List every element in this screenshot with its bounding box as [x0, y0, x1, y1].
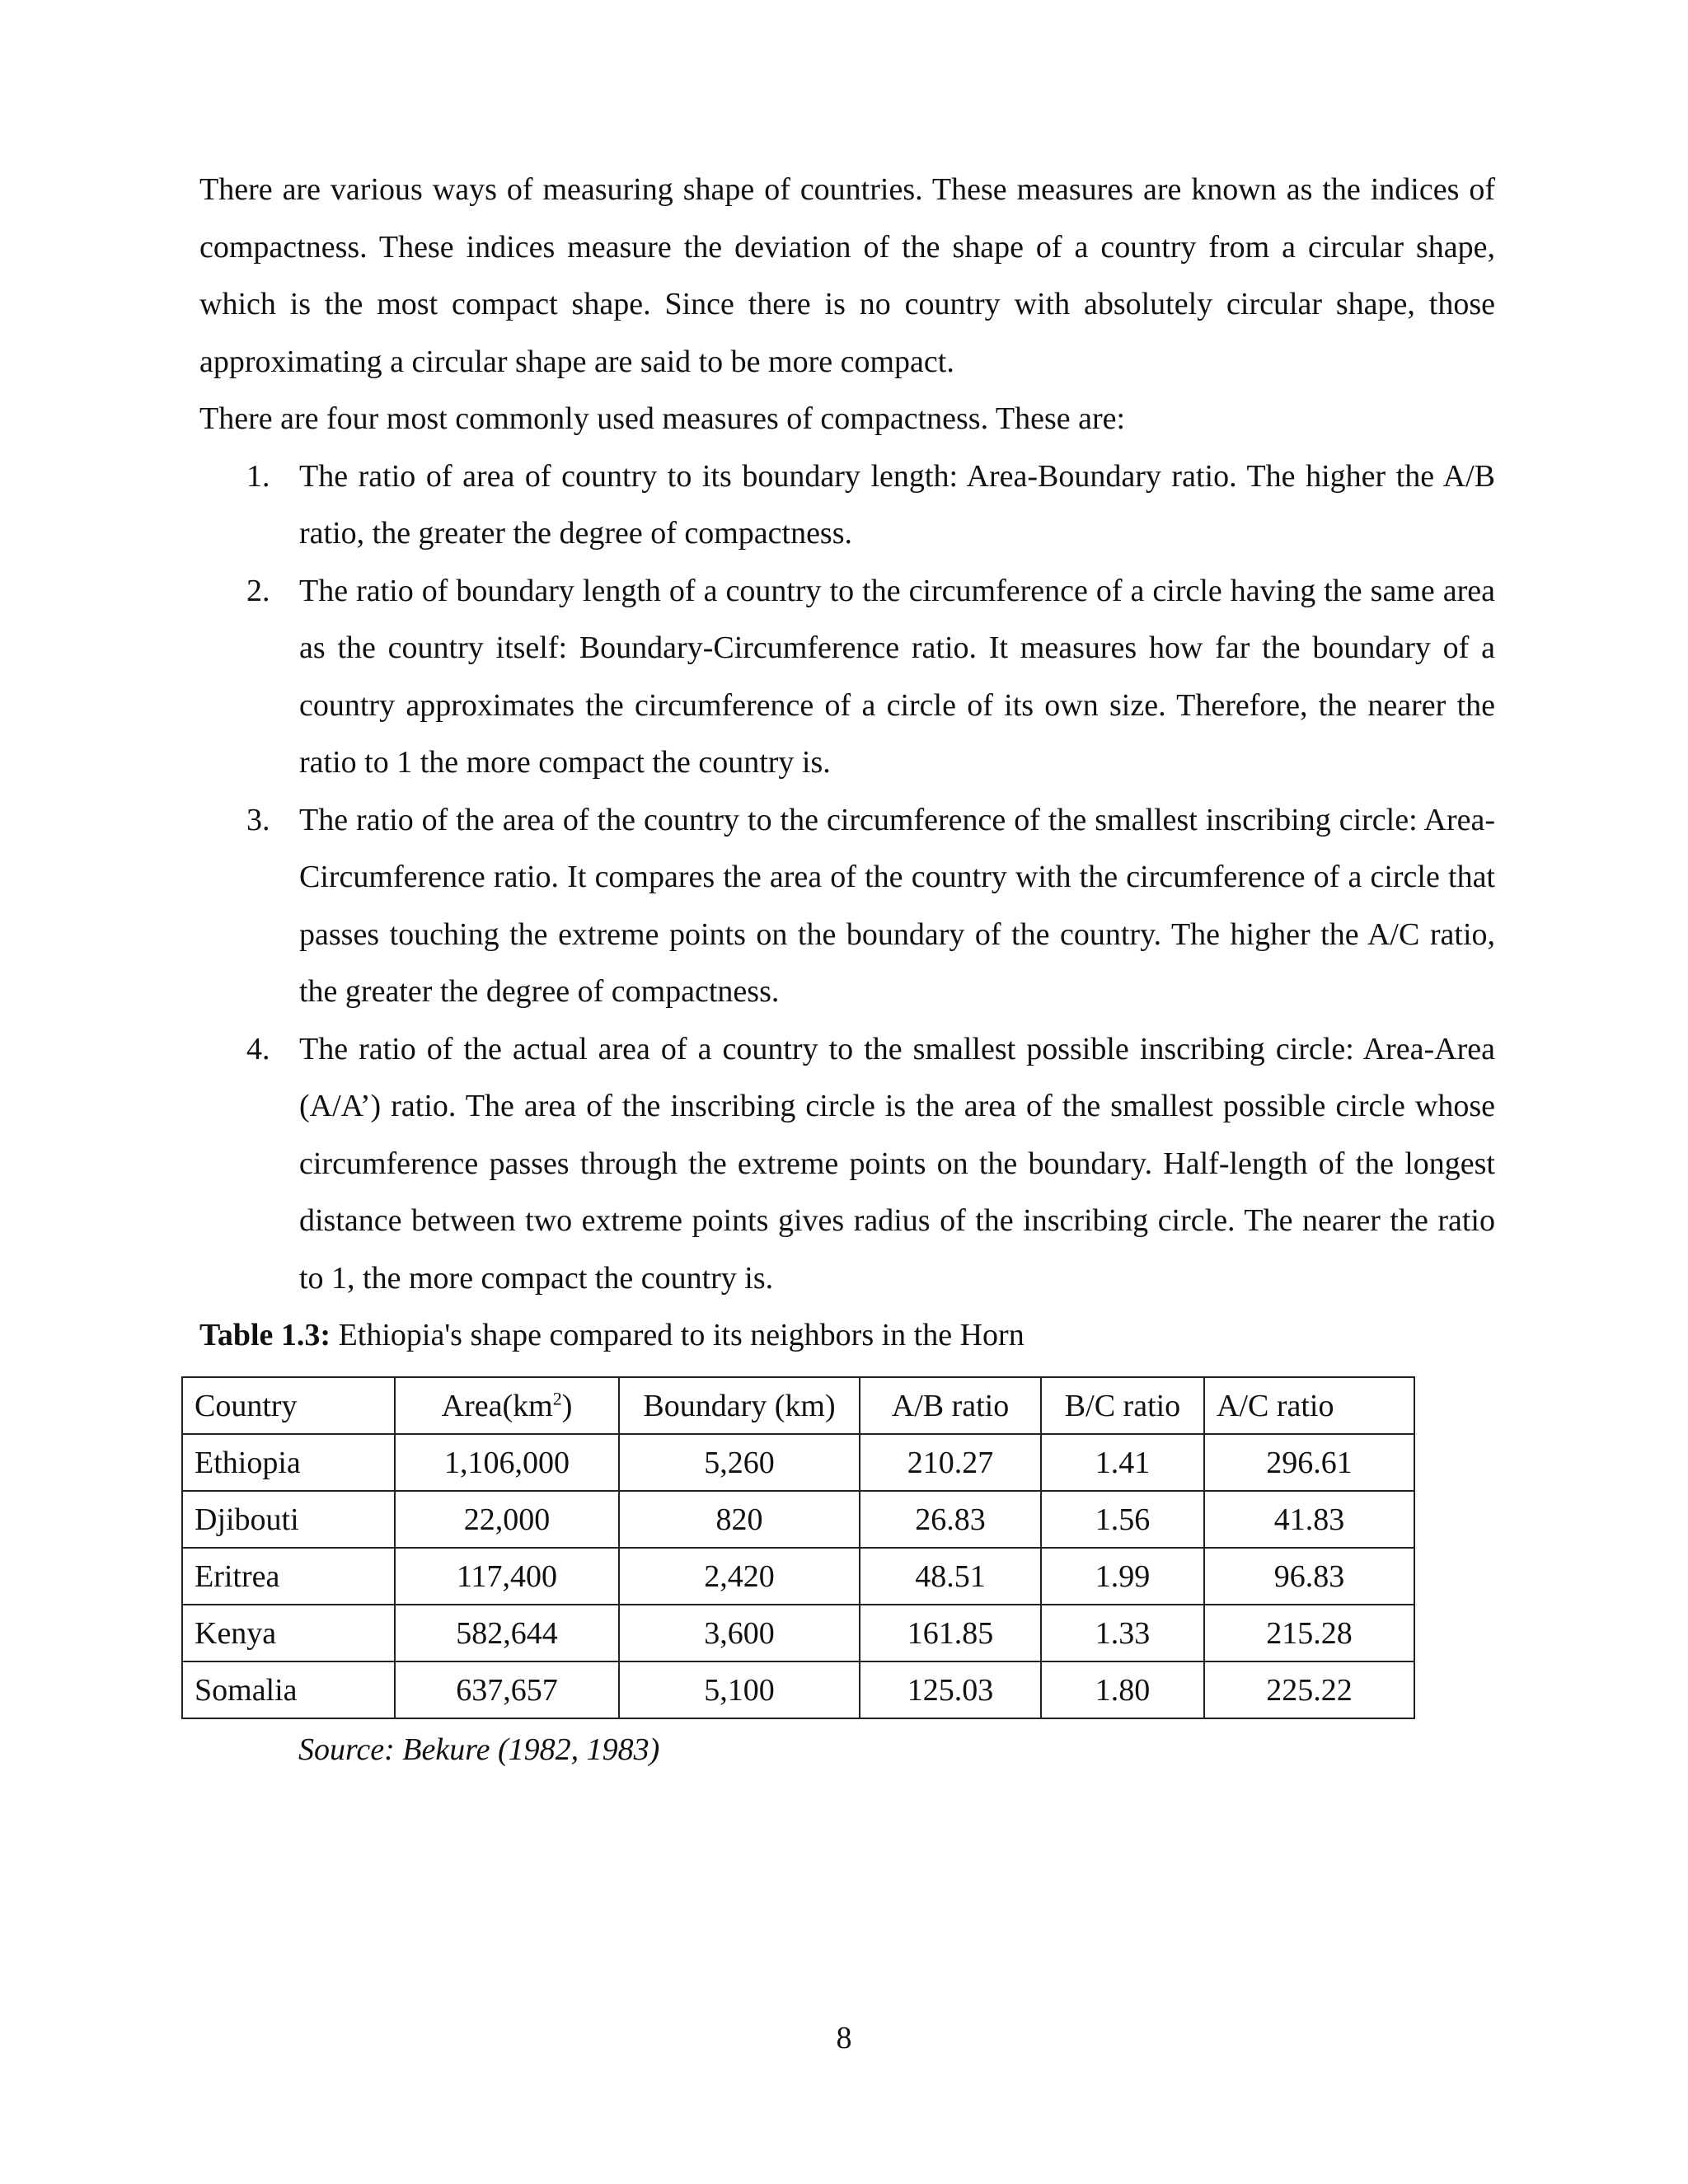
cell-country: Eritrea — [182, 1548, 395, 1605]
list-item — [199, 1021, 1495, 1308]
document-body — [199, 162, 1495, 1365]
cell-country: Somalia — [182, 1661, 395, 1718]
table-caption — [199, 1307, 1495, 1365]
list-item-text: The ratio of the area of the country to the circumference of the smallest inscribing circle: Area-Circumference ratio. It compares the area of the country with the circumference of a circle that passes touching the extreme points on the boundary of the country. The higher the A/C ratio, the greater the degree of compactness. — [299, 802, 1495, 1009]
list-number: 1. — [246, 458, 270, 494]
list-item — [199, 448, 1495, 563]
cell-area: 22,000 — [395, 1491, 619, 1548]
page-number: 8 — [836, 2021, 852, 2055]
cell-area: 582,644 — [395, 1605, 619, 1661]
cell-area: 117,400 — [395, 1548, 619, 1605]
table-header-row — [182, 1377, 1414, 1434]
cell-boundary: 5,260 — [619, 1434, 860, 1491]
table-caption-label: Table 1.3: — [199, 1318, 331, 1352]
cell-boundary: 820 — [619, 1491, 860, 1548]
table-caption-text: Ethiopia's shape compared to its neighbors in the Horn — [331, 1318, 1025, 1352]
cell-ab-ratio: 125.03 — [860, 1661, 1041, 1718]
cell-bc-ratio: 1.80 — [1041, 1661, 1204, 1718]
cell-ab-ratio: 210.27 — [860, 1434, 1041, 1491]
cell-country: Ethiopia — [182, 1434, 395, 1491]
cell-ac-ratio: 225.22 — [1204, 1661, 1414, 1718]
table-source: Source: Bekure (1982, 1983) — [298, 1732, 660, 1767]
list-number: 3. — [246, 802, 270, 837]
list-number: 2. — [246, 573, 270, 608]
list-item — [199, 792, 1495, 1021]
list-item-text: The ratio of the actual area of a country to the smallest possible inscribing circle: Area-Area (A/A’) ratio. The area of the inscribing circle is the area of the smallest possible circle whose circumference passes through the extreme points on the boundary. Half-length of the longest distance between two extreme points gives radius of the inscribing circle. The nearer the ratio to 1, the more compact the country is. — [299, 1031, 1495, 1296]
list-item-text: The ratio of boundary length of a country to the circumference of a circle having the same area as the country itself: Boundary-Circumference ratio. It measures how far the boundary of a country approximates the circumference of a circle of its own size. Therefore, the nearer the ratio to 1 the more compact the country is. — [299, 573, 1495, 780]
list-item-text: The ratio of area of country to its boundary length: Area-Boundary ratio. The higher the A/B ratio, the greater the degree of compactness. — [299, 458, 1495, 551]
header-boundary: Boundary (km) — [619, 1377, 860, 1434]
cell-country: Kenya — [182, 1605, 395, 1661]
cell-country: Djibouti — [182, 1491, 395, 1548]
cell-boundary: 2,420 — [619, 1548, 860, 1605]
cell-ac-ratio: 296.61 — [1204, 1434, 1414, 1491]
table-row — [182, 1434, 1414, 1491]
list-number: 4. — [246, 1031, 270, 1066]
table-row — [182, 1548, 1414, 1605]
header-area: $Area(km^2)$ — [395, 1377, 619, 1434]
table-row — [182, 1661, 1414, 1718]
cell-boundary: 3,600 — [619, 1605, 860, 1661]
cell-boundary: 5,100 — [619, 1661, 860, 1718]
header-bc-ratio: B/C ratio — [1041, 1377, 1204, 1434]
cell-ab-ratio: 48.51 — [860, 1548, 1041, 1605]
cell-bc-ratio: 1.99 — [1041, 1548, 1204, 1605]
list-item — [199, 563, 1495, 792]
cell-ac-ratio: 96.83 — [1204, 1548, 1414, 1605]
table-row — [182, 1491, 1414, 1548]
cell-ab-ratio: 161.85 — [860, 1605, 1041, 1661]
compactness-table — [181, 1376, 1415, 1719]
measures-intro: There are four most commonly used measures of compactness. These are: — [199, 401, 1126, 436]
cell-ac-ratio: 41.83 — [1204, 1491, 1414, 1548]
cell-ac-ratio: 215.28 — [1204, 1605, 1414, 1661]
measures-list — [199, 448, 1495, 1308]
cell-bc-ratio: 1.56 — [1041, 1491, 1204, 1548]
header-ac-ratio: A/C ratio — [1204, 1377, 1414, 1434]
header-country: Country — [182, 1377, 395, 1434]
intro-paragraph: There are various ways of measuring shape of countries. These measures are known as the indices of compactness. These indices measure the deviation of the shape of a country from a circular shape, which is the most compact shape. Since there is no country with absolutely circular shape, those approximating a circular shape are said to be more compact. — [199, 172, 1495, 379]
cell-area: 1,106,000 — [395, 1434, 619, 1491]
header-ab-ratio: A/B ratio — [860, 1377, 1041, 1434]
table-row — [182, 1605, 1414, 1661]
cell-ab-ratio: 26.83 — [860, 1491, 1041, 1548]
cell-bc-ratio: 1.41 — [1041, 1434, 1204, 1491]
cell-area: 637,657 — [395, 1661, 619, 1718]
cell-bc-ratio: 1.33 — [1041, 1605, 1204, 1661]
